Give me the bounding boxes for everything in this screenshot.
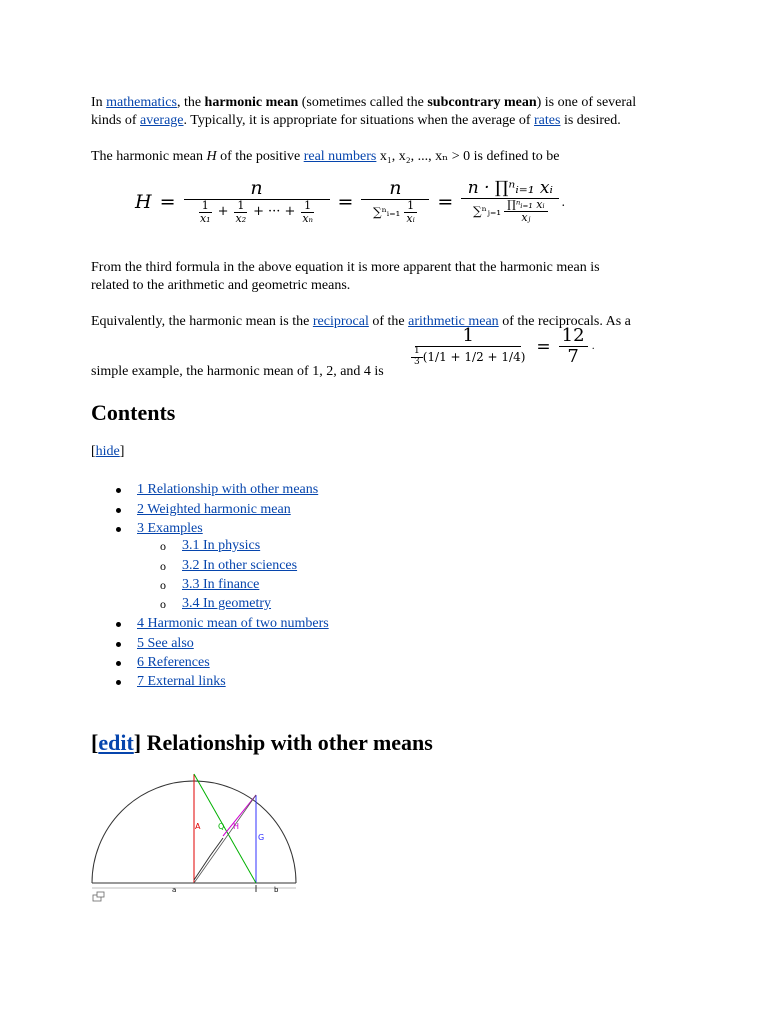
bullet: [116, 642, 121, 647]
denominator: [194, 200, 319, 225]
third-formula-paragraph: [91, 259, 691, 295]
text: In: [91, 95, 107, 110]
bullet: [116, 488, 121, 493]
chord-line: [194, 838, 223, 880]
prod: ∏ⁿᵢ₌₁ xᵢ: [504, 199, 548, 212]
numerator: 1: [415, 326, 521, 347]
equals-sign: =: [337, 190, 354, 213]
sub-bullet: o: [160, 539, 166, 553]
term-subcontrary-mean: subcontrary mean: [427, 95, 537, 110]
radius-line: [194, 795, 256, 883]
formula-H: H: [135, 190, 152, 213]
text: ) is one of several: [536, 95, 637, 110]
link-average[interactable]: average: [140, 113, 184, 128]
numerator: n: [361, 178, 429, 200]
bracket: [: [91, 444, 96, 459]
label-H: H: [233, 822, 240, 831]
term-harmonic-mean: harmonic mean: [204, 95, 299, 110]
toc-subitem[interactable]: 3.3 In finance: [182, 577, 260, 592]
bullet: [116, 508, 121, 513]
example-fraction: [408, 326, 528, 368]
formula-fraction-2: [361, 178, 429, 225]
numerator: n: [184, 178, 330, 200]
toc-item[interactable]: 6 References: [137, 655, 210, 670]
enlarge-icon[interactable]: [93, 892, 104, 901]
section-heading: [91, 730, 433, 756]
var-H: H: [206, 149, 217, 164]
text: The harmonic mean: [91, 149, 207, 164]
text: From the third formula in the above equation it is more apparent that the harmonic mean is: [91, 260, 600, 275]
bullet: [116, 680, 121, 685]
denominator: [408, 347, 528, 368]
sub-bullet: o: [160, 559, 166, 573]
text: of the: [368, 314, 409, 329]
x1: x₁: [199, 211, 211, 225]
xj: xⱼ: [521, 210, 531, 224]
period: .: [591, 341, 595, 353]
means-figure: [88, 768, 308, 904]
link-reciprocal[interactable]: reciprocal: [312, 314, 369, 329]
equals-sign: =: [437, 190, 454, 213]
text: simple example, the harmonic mean of 1, 2, and 4 is: [91, 364, 384, 379]
label-A: A: [195, 822, 201, 831]
plus: +: [284, 204, 296, 220]
denominator: [370, 200, 421, 225]
denominator: [470, 199, 551, 224]
link-real-numbers[interactable]: real numbers: [303, 149, 377, 164]
intro-paragraph: [91, 94, 691, 130]
one: 1: [234, 200, 247, 213]
section-title: Relationship with other means: [141, 730, 433, 755]
x2: x₂: [235, 211, 247, 225]
bracket: [: [91, 730, 99, 755]
sum: ∑ⁿᵢ₌₁: [373, 204, 401, 219]
sub-bullet: o: [160, 578, 166, 592]
label-a: a: [172, 886, 177, 894]
cdots: ···: [268, 204, 281, 220]
hide-toc-link[interactable]: hide: [95, 444, 120, 459]
toc-toggle: [91, 444, 124, 460]
plus: +: [253, 204, 265, 220]
link-arithmetic-mean[interactable]: arithmetic mean: [408, 314, 499, 329]
one: 1: [199, 200, 212, 213]
toc-item[interactable]: 4 Harmonic mean of two numbers: [137, 616, 329, 631]
label-b: b: [274, 886, 279, 894]
period: .: [561, 194, 566, 209]
text: kinds of: [91, 113, 140, 128]
contents-heading: Contents: [91, 400, 176, 425]
toc-item[interactable]: 2 Weighted harmonic mean: [137, 502, 291, 517]
toc-subitem[interactable]: 3.2 In other sciences: [182, 558, 298, 573]
one: 1: [301, 200, 314, 213]
result-fraction: [559, 326, 588, 367]
bracket: ]: [133, 730, 142, 755]
toc-subitem[interactable]: 3.1 In physics: [182, 538, 261, 553]
three: 3: [414, 356, 420, 367]
plus: +: [217, 204, 229, 220]
edit-section-link[interactable]: edit: [98, 730, 134, 755]
example-line: [91, 363, 691, 381]
link-rates[interactable]: rates: [534, 113, 561, 128]
toc-item[interactable]: 7 External links: [137, 674, 226, 689]
xi: xᵢ: [406, 211, 415, 225]
bullet: [116, 527, 121, 532]
bracket: ]: [119, 444, 125, 459]
xn: xₙ: [302, 211, 314, 225]
text: of the reciprocals. As a: [498, 314, 631, 329]
label-Q: Q: [218, 822, 225, 831]
one: 1: [404, 200, 417, 213]
toc-subitem[interactable]: 3.4 In geometry: [182, 596, 272, 611]
toc-item[interactable]: 5 See also: [137, 636, 194, 651]
toc-item[interactable]: 3 Examples: [137, 521, 203, 536]
reciprocal-paragraph: [91, 313, 691, 331]
definition-paragraph: [91, 148, 691, 166]
bullet: [116, 661, 121, 666]
formula-fraction-3: [461, 179, 559, 224]
one: 1: [411, 347, 423, 358]
bullet: [116, 622, 121, 627]
label-G: G: [258, 833, 265, 842]
numerator: n · ∏ⁿᵢ₌₁ xᵢ: [461, 179, 559, 199]
text: . Typically, it is appropriate for situations when the average of: [183, 113, 535, 128]
sub-bullet: o: [160, 597, 166, 611]
line-H: [223, 795, 256, 836]
equals-sign: =: [159, 190, 176, 213]
formula-fraction-1: [184, 178, 330, 225]
example-formula: [408, 326, 595, 368]
text: related to the arithmetic and geometric means.: [91, 278, 351, 293]
inner-sum: (1/1 + 1/2 + 1/4): [422, 349, 526, 364]
text: (sometimes called the: [298, 95, 428, 110]
text: is desired.: [560, 113, 621, 128]
link-mathematics[interactable]: mathematics: [106, 95, 177, 110]
toc-item[interactable]: 1 Relationship with other means: [137, 482, 319, 497]
numerator-12: 12: [559, 326, 588, 347]
text: , the: [176, 95, 205, 110]
sum: ∑ⁿⱼ₌₁: [473, 203, 502, 218]
denominator-7: 7: [567, 346, 579, 368]
harmonic-mean-formula: [135, 178, 565, 225]
equals-sign: =: [536, 336, 551, 357]
text: Equivalently, the harmonic mean is the: [91, 314, 313, 329]
text: x₁, x₂, ..., xₙ > 0 is defined to be: [376, 149, 560, 164]
text: of the positive: [216, 149, 304, 164]
